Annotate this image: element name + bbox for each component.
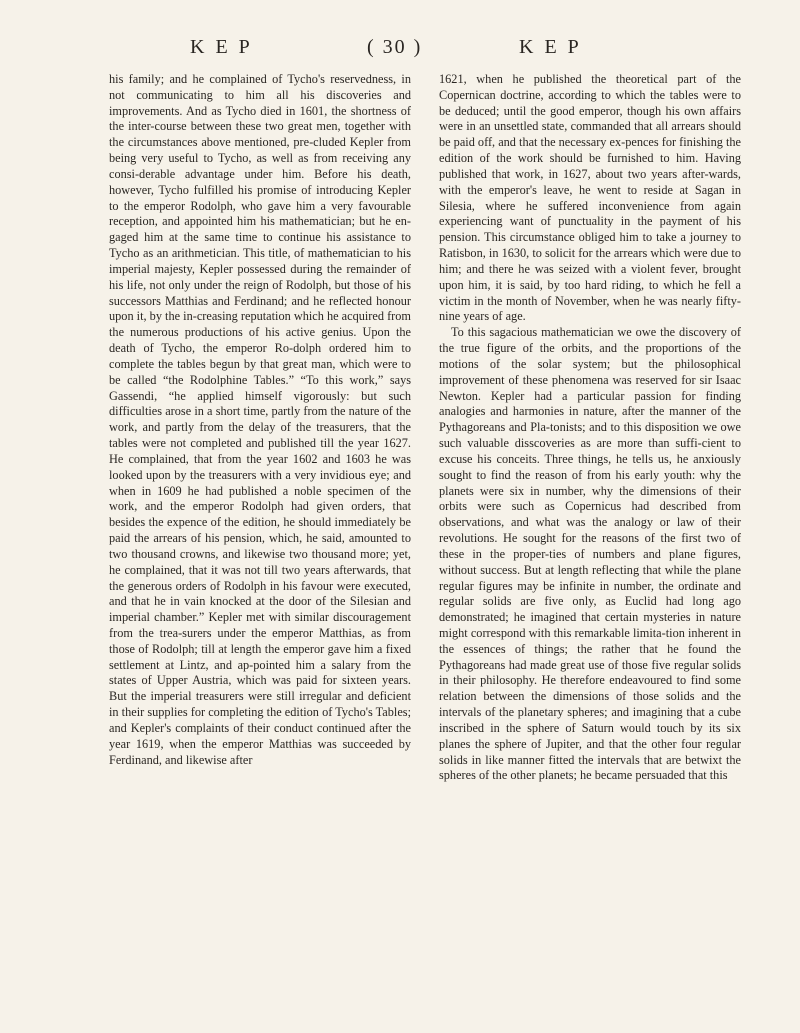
right-paragraph-2: To this sagacious mathematician we owe the discovery of the true figure of the orbits, and the proportions of the motions of the solar system; but the philosophical improvement of these phenomena was reserved for sir Isaac Newton. Kepler had a particular passion for finding analogies and harmonies in nature, after the manner of the Pythagoreans and Pla-tonists; and to this disposition we owe such valuable disscoveries as are more than suffi-cient to excuse his conceits. Three things, he tells us, he anxiously sought to find the reason of from his early youth: why the planets were six in number, why the dimensions of their orbits were such as Copernicus had described from observations, and what was the analogy or law of their revolutions. He sought for the reasons of the first two of these in the proper-ties of numbers and plane figures, without success. But at length reflecting that while the plane regular figures may be infinite in number, the ordinate and regular solids are five only, as Euclid had long ago demonstrated; he imagined that certain mysteries in nature might correspond with this remarkable limita-tion inherent in the essences of things; the rather that he found the Pythagoreans had made great use of those five regular solids in their philosophy. He therefore endeavoured to find some relation between the dimensions of those solids and the intervals of the planetary spheres; and imagining that a cube inscribed in the sphere of Saturn would touch by its six planes the sphere of Jupiter, and that the other four regular solids in like manner fitted the intervals that are betwixt the spheres of the other planets; he became persuaded that this bbox=[439, 325, 741, 783]
right-paragraph-1: 1621, when he published the theoretical part of the Copernican doctrine, according to which the tables were to be deduced; until the good emperor, though his own affairs were in an unsettled state, commanded that all arrears should be paid off, and that the necessary ex-pences for finishing the edition of the work should be furnished to him. Having published that work, in 1627, about two years after-wards, with the emperor's leave, he went to reside at Sagan in Silesia, where he suffered inconvenience from again experiencing want of punctuality in the payment of his pension. This circumstance obliged him to take a journey to Ratisbon, in 1630, to solicit for the arrears which were due to him; and there he was seized with a violent fever, brought upon him, it is said, by too hard riding, to which he fell a victim in the month of November, when he was nearly fifty-nine years of age. bbox=[439, 72, 741, 324]
right-column bbox=[439, 72, 741, 784]
left-paragraph-1: his family; and he complained of Tycho's reservedness, in not communicating to him all his discoveries and improvements. And as Tycho died in 1601, the shortness of the inter-course between these two great men, together with the circumstances above mentioned, pre-cluded Kepler from being very useful to Tycho, as well as from receiving any consi-derable advantage under him. Before his death, however, Tycho fulfilled his promise of introducing Kepler to the emperor Rodolph, who gave him a very favourable reception, and appointed him his mathematician; but he en-gaged him at the same time to continue his assistance to Tycho as an arithmetician. This title, of mathematician to his imperial majesty, Kepler possessed during the remainder of his life, not only under the reign of Rodolph, but those of his successors Matthias and Ferdinand; and he reflected honour upon it, by the in-creasing reputation which he acquired from the numerous productions of his active genius. Upon the death of Tycho, the emperor Ro-dolph ordered him to complete the tables begun by that great man, which were to be called “the Rodolphine Tables.” “To this work,” says Gassendi, “he applied himself vigorously: but such difficulties arose in a short time, partly from the nature of the work, and partly from the delay of the treasurers, that the tables were not completed and published till the year 1627. He complained, that from the year 1602 and 1603 he was looked upon by the treasurers with a very invidious eye; and when in 1609 he had published a noble specimen of the work, and the emperor Rodolph had given orders, that besides the expence of the edition, he should immediately be paid the arrears of his pension, which, he said, amounted to two thousand crowns, and likewise two thousand more; yet, he complained, that it was not till two years afterwards, that the generous orders of Rodolph in his favour were executed, and that he in vain knocked at the door of the Silesian and imperial chamber.” Kepler met with similar discouragement from the trea-surers under the emperor Matthias, as from those of Rodolph; till at length the emperor gave him a fixed settlement at Lintz, and ap-pointed him a salary from the states of Upper Austria, which was paid for sixteen years. But the imperial treasurers were still irregular and deficient in their supplies for completing the edition of Tycho's Tables; and Kepler's complaints of their conduct continued after the year 1619, when the emperor Matthias was succeeded by Ferdinand, and likewise after bbox=[109, 72, 411, 767]
header-left: K E P bbox=[190, 36, 253, 58]
left-column bbox=[109, 72, 411, 768]
header-right: K E P bbox=[519, 36, 582, 58]
page-number: ( 30 ) bbox=[367, 36, 423, 58]
page-header bbox=[0, 36, 800, 66]
